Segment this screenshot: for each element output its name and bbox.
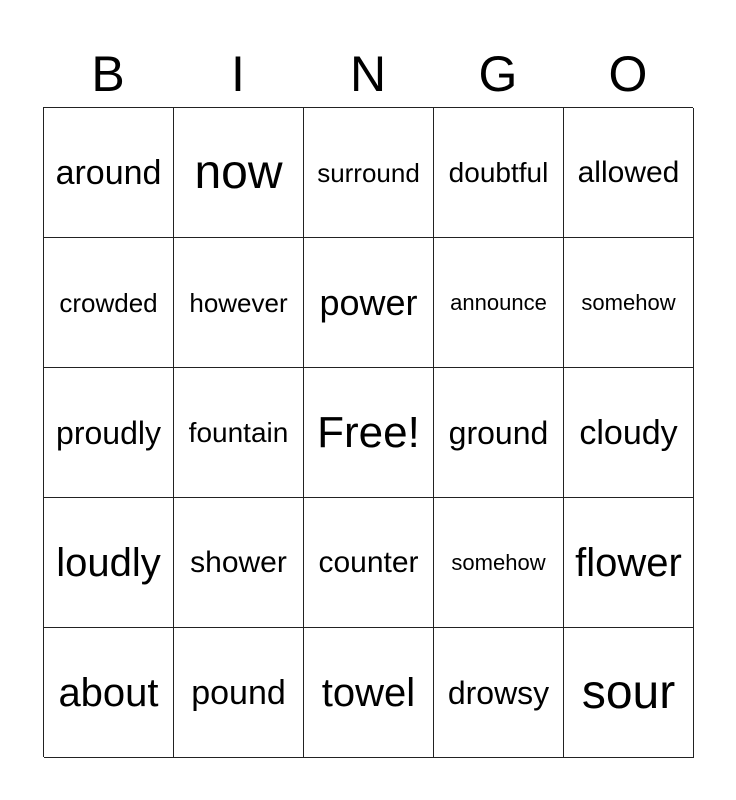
bingo-header: [43, 40, 693, 108]
bingo-cell: somehow: [564, 238, 694, 368]
bingo-cell: power: [304, 238, 434, 368]
bingo-cell: proudly: [44, 368, 174, 498]
header-letter-o: O: [608, 46, 648, 102]
header-letter-n: N: [349, 46, 387, 102]
header-letter-i: I: [231, 46, 245, 102]
bingo-cell: somehow: [434, 498, 564, 628]
bingo-cell: however: [174, 238, 304, 368]
bingo-cell: flower: [564, 498, 694, 628]
bingo-cell: cloudy: [564, 368, 694, 498]
bingo-cell: pound: [174, 628, 304, 758]
bingo-cell: shower: [174, 498, 304, 628]
bingo-cell: fountain: [174, 368, 304, 498]
bingo-cell: crowded: [44, 238, 174, 368]
bingo-cell: allowed: [564, 108, 694, 238]
bingo-card-grid: [43, 107, 693, 757]
bingo-cell: now: [174, 108, 304, 238]
bingo-cell: loudly: [44, 498, 174, 628]
bingo-cell: sour: [564, 628, 694, 758]
bingo-cell: about: [44, 628, 174, 758]
bingo-cell-free: Free!: [304, 368, 434, 498]
bingo-cell: drowsy: [434, 628, 564, 758]
header-letter-g: G: [478, 46, 518, 102]
bingo-cell: around: [44, 108, 174, 238]
bingo-cell: ground: [434, 368, 564, 498]
bingo-cell: towel: [304, 628, 434, 758]
bingo-cell: counter: [304, 498, 434, 628]
bingo-cell: announce: [434, 238, 564, 368]
bingo-cell: doubtful: [434, 108, 564, 238]
bingo-cell: surround: [304, 108, 434, 238]
header-letter-b: B: [91, 46, 125, 102]
